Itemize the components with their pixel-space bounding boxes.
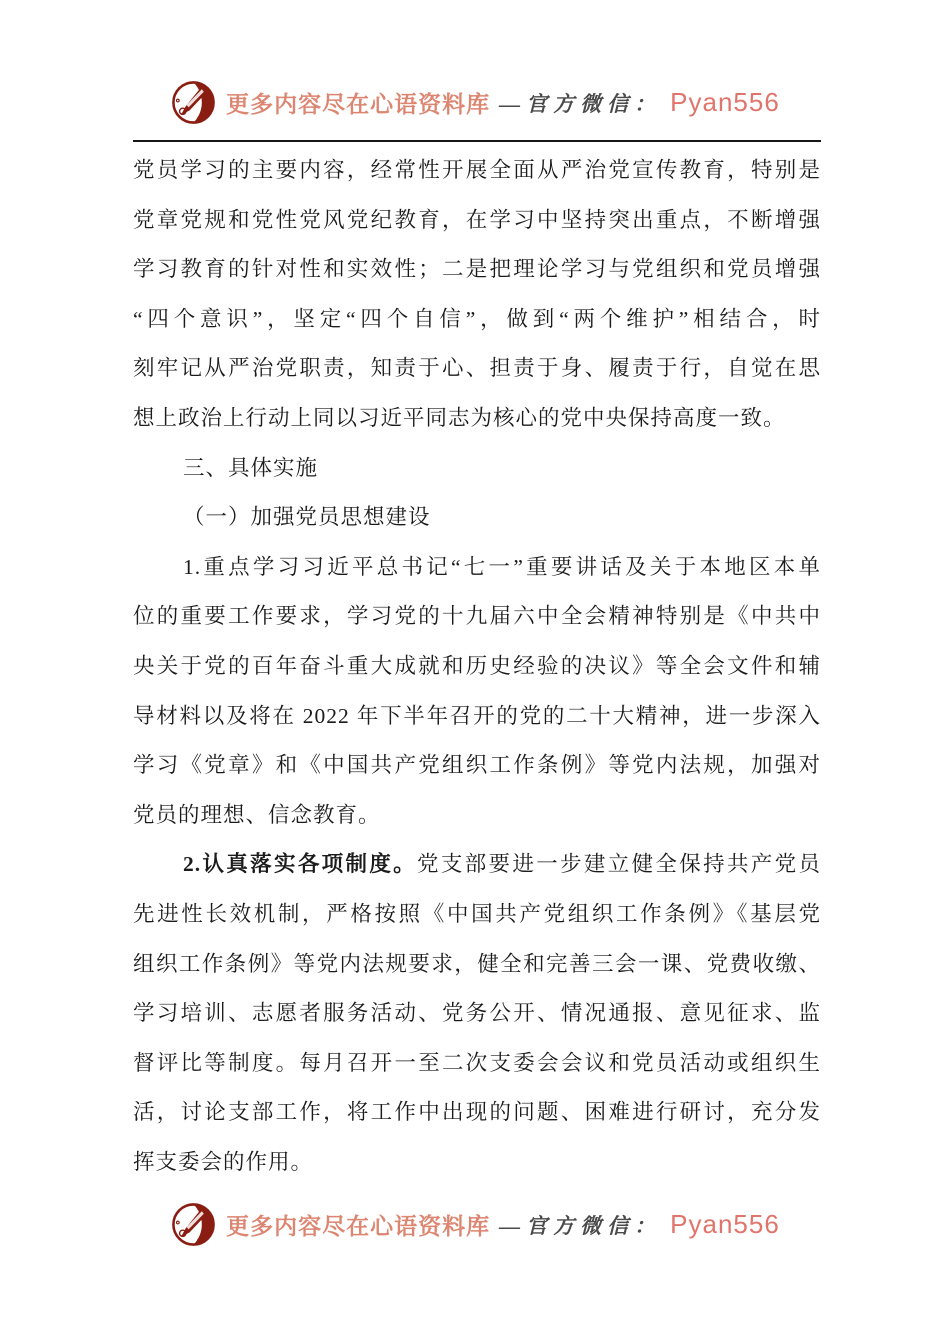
- text-line: [133, 493, 821, 543]
- text-line: [133, 444, 821, 494]
- text-line: [133, 840, 821, 890]
- text-line: [133, 741, 821, 791]
- line-text: （一）加强党员思想建设: [183, 505, 431, 530]
- line-text: 央关于党的百年奋斗重大成就和历史经验的决议》等全会文件和辅: [133, 653, 821, 678]
- text-line: [133, 196, 821, 246]
- line-text: 挥支委会的作用。: [133, 1149, 314, 1174]
- line-text: 三、具体实施: [183, 455, 319, 480]
- line-text: 位的重要工作要求，学习党的十九届六中全会精神特别是《中共中: [133, 604, 821, 629]
- text-line: [133, 1138, 821, 1188]
- line-text: 党员的理想、信念教育。: [133, 802, 381, 827]
- line-text: 导材料以及将在 2022 年下半年召开的党的二十大精神，进一步深入: [133, 703, 821, 728]
- line-text: 党员学习的主要内容，经常性开展全面从严治党宣传教育，特别是: [133, 158, 821, 182]
- line-text: 1.重点学习习近平总书记“七一”重要讲话及关于本地区本单: [183, 554, 821, 579]
- text-line: [133, 295, 821, 345]
- header-rule: [133, 140, 821, 142]
- text-line: [133, 245, 821, 295]
- text-line: [133, 890, 821, 940]
- footer-watermark: [0, 1201, 950, 1248]
- text-line: [133, 394, 821, 444]
- line-text: 学习培训、志愿者服务活动、党务公开、情况通报、意见征求、监: [133, 1001, 821, 1026]
- line-text: 先进性长效机制，严格按照《中国共产党组织工作条例》《基层党: [133, 901, 821, 926]
- wechat-label: —官方微信：: [499, 91, 662, 116]
- pen-nib-badge-icon: [170, 1201, 217, 1248]
- text-line: [133, 592, 821, 642]
- text-line: [133, 543, 821, 593]
- line-text: 活，讨论支部工作，将工作中出现的问题、困难进行研讨，充分发: [133, 1100, 821, 1125]
- text-line: [133, 344, 821, 394]
- line-text: 想上政治上行动上同以习近平同志为核心的党中央保持高度一致。: [133, 405, 786, 430]
- line-text: 刻牢记从严治党职责，知责于心、担责于身、履责于行，自觉在思: [133, 356, 821, 381]
- line-text: 党支部要进一步建立健全保持共产党员: [417, 852, 821, 877]
- text-line: [133, 791, 821, 841]
- line-text: 督评比等制度。每月召开一至二次支委会会议和党员活动或组织生: [133, 1050, 821, 1075]
- document-body: [133, 146, 821, 1187]
- header-watermark: [0, 79, 950, 126]
- text-line: [133, 940, 821, 990]
- pen-nib-badge-icon: [170, 79, 217, 126]
- text-line: [133, 146, 821, 196]
- wechat-id: Pyan556: [670, 1209, 780, 1239]
- text-line: [133, 642, 821, 692]
- brand-text: 更多内容尽在心语资料库: [226, 1214, 491, 1239]
- line-text: 组织工作条例》等党内法规要求，健全和完善三会一课、党费收缴、: [133, 951, 821, 976]
- brand-text: 更多内容尽在心语资料库: [226, 92, 491, 117]
- text-line: [133, 1088, 821, 1138]
- line-text: “四个意识”，坚定“四个自信”，做到“两个维护”相结合，时: [133, 306, 821, 331]
- line-text: 党章党规和党性党风党纪教育，在学习中坚持突出重点，不断增强: [133, 207, 821, 232]
- line-text: 学习教育的针对性和实效性；二是把理论学习与党组织和党员增强: [133, 257, 821, 282]
- text-line: [133, 989, 821, 1039]
- text-line: [133, 1039, 821, 1089]
- line-text: 学习《党章》和《中国共产党组织工作条例》等党内法规，加强对: [133, 753, 821, 778]
- wechat-label: —官方微信：: [499, 1213, 662, 1238]
- wechat-id: Pyan556: [670, 87, 780, 117]
- text-line: [133, 692, 821, 742]
- bold-run: 2.认真落实各项制度。: [183, 852, 418, 877]
